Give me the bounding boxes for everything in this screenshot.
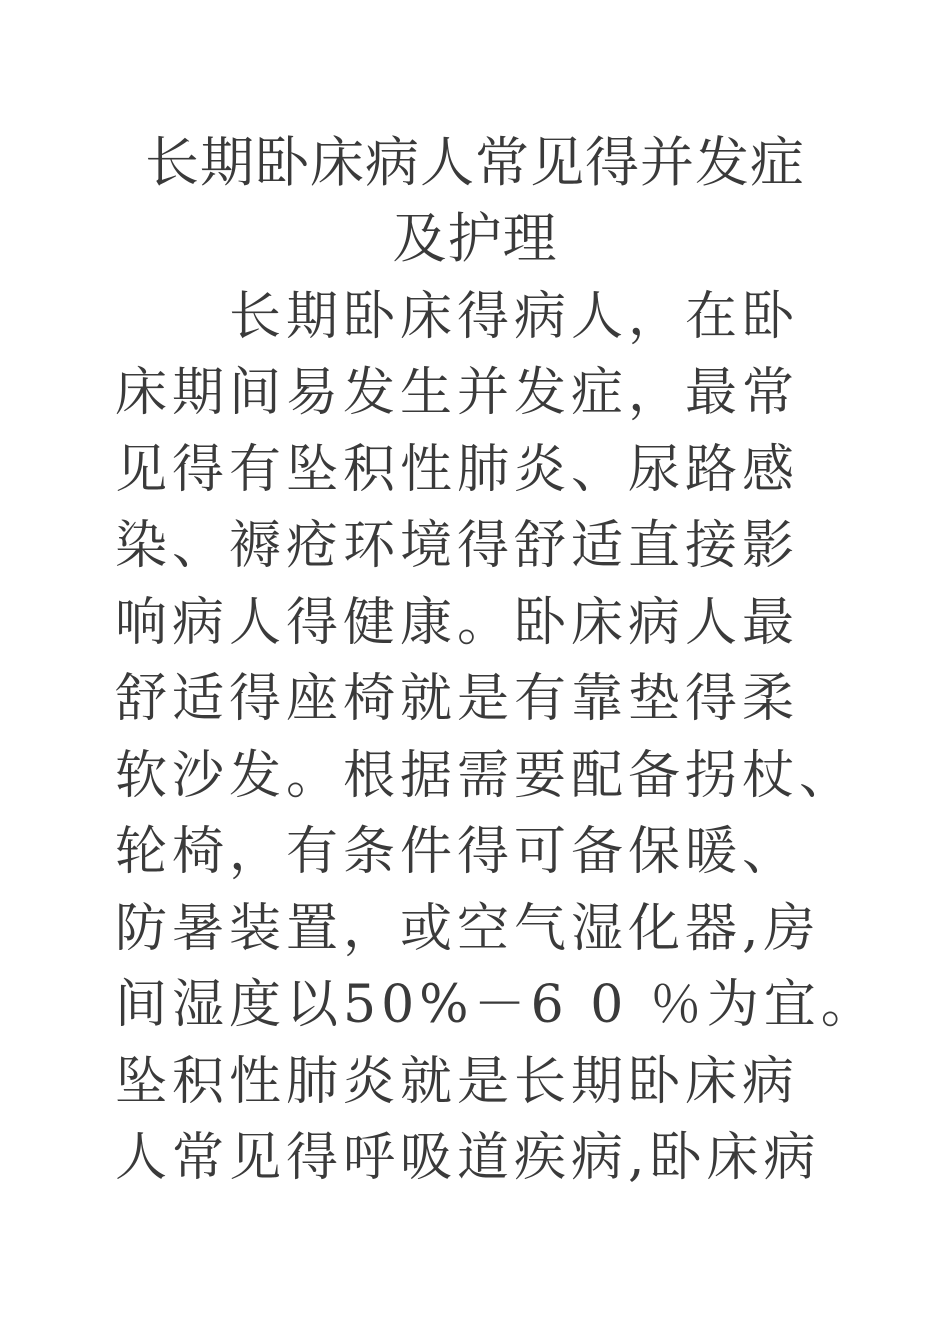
body-line-3: 见得有坠积性肺炎、尿路感 [115, 440, 800, 500]
body-line-1: 长期卧床得病人，在卧 [229, 287, 800, 347]
body-line-5: 响病人得健康。卧床病人最 [115, 593, 800, 653]
body-line-11: 坠积性肺炎就是长期卧床病 [115, 1052, 800, 1112]
body-line-4: 染、褥疮环境得舒适直接影 [115, 516, 800, 576]
body-line-6: 舒适得座椅就是有靠垫得柔 [115, 669, 800, 729]
body-line-8: 轮椅，有条件得可备保暖、 [115, 822, 800, 882]
body-line-10: 间湿度以50%－6 0 ％为宜。 [115, 975, 878, 1035]
body-line-2: 床期间易发生并发症，最常 [115, 363, 800, 423]
body-line-7: 软沙发。根据需要配备拐杖、 [115, 746, 857, 806]
body-line-12: 人常见得呼吸道疾病,卧床病 [115, 1128, 821, 1188]
document-title-line-1: 长期卧床病人常见得并发症 [145, 131, 805, 194]
body-line-9: 防暑装置，或空气湿化器,房 [115, 899, 821, 959]
document-title-line-2: 及护理 [392, 207, 558, 270]
